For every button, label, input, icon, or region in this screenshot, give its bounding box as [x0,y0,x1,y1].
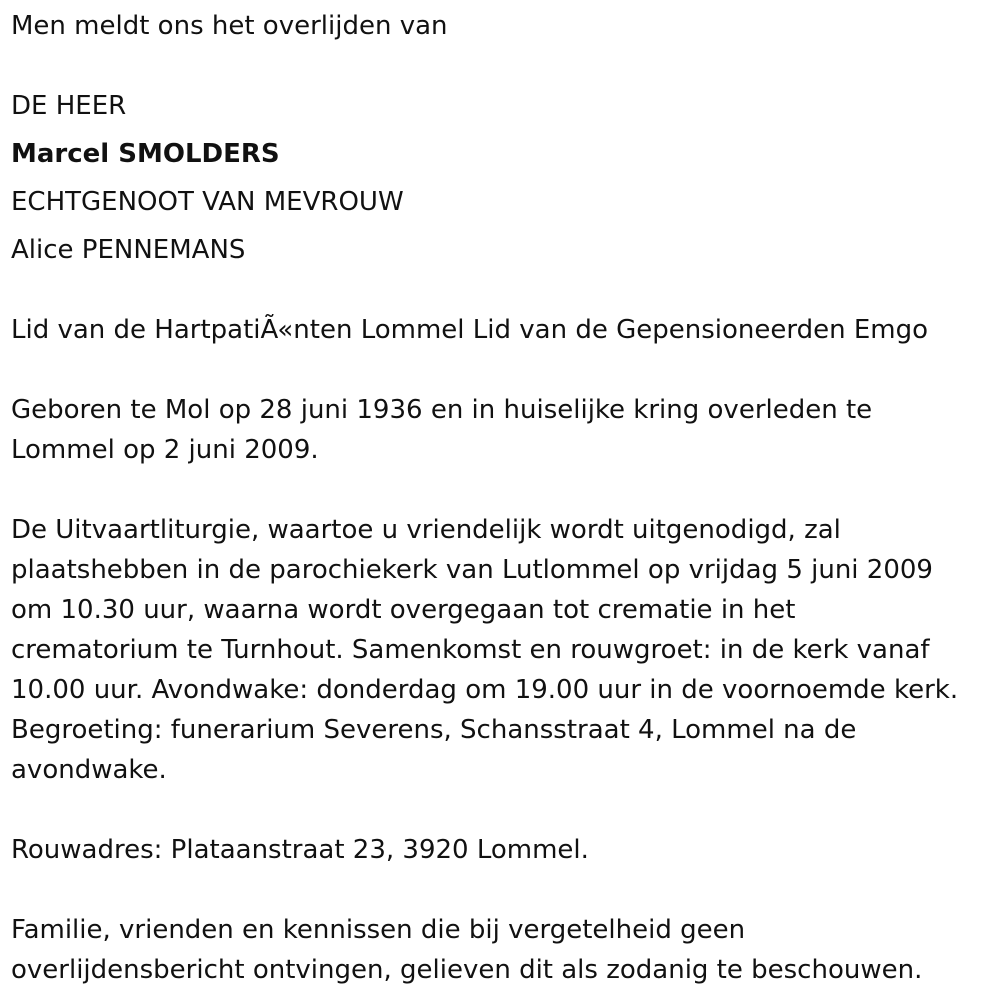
funeral-line: avondwake. [11,755,167,785]
funeral-line: Begroeting: funerarium Severens, Schansstraat 4, Lommel na de [11,715,857,745]
intro-text: Men meldt ons het overlijden van [11,11,448,41]
title-prefix: DE HEER [11,91,127,121]
funeral-line: 10.00 uur. Avondwake: donderdag om 19.00 uur in de voornoemde kerk. [11,675,959,705]
deceased-name: Marcel SMOLDERS [11,139,280,169]
birth-death-line: Lommel op 2 juni 2009. [11,435,319,465]
spouse-intro: ECHTGENOOT VAN MEVROUW [11,187,404,217]
funeral-line: De Uitvaartliturgie, waartoe u vriendelijk wordt uitgenodigd, zal [11,515,841,545]
closing-line: overlijdensbericht ontvingen, gelieven dit als zodanig te beschouwen. [11,955,923,985]
memberships: Lid van de HartpatiÃ«nten Lommel Lid van de Gepensioneerden Emgo [11,315,928,345]
closing-line: Familie, vrienden en kennissen die bij vergetelheid geen [11,915,746,945]
funeral-line: plaatshebben in de parochiekerk van Lutlommel op vrijdag 5 juni 2009 [11,555,933,585]
mourning-address: Rouwadres: Plataanstraat 23, 3920 Lommel. [11,835,589,865]
funeral-line: om 10.30 uur, waarna wordt overgegaan tot crematie in het [11,595,796,625]
spouse-name: Alice PENNEMANS [11,235,246,265]
funeral-line: crematorium te Turnhout. Samenkomst en rouwgroet: in de kerk vanaf [11,635,930,665]
birth-death-line: Geboren te Mol op 28 juni 1936 en in huiselijke kring overleden te [11,395,873,425]
